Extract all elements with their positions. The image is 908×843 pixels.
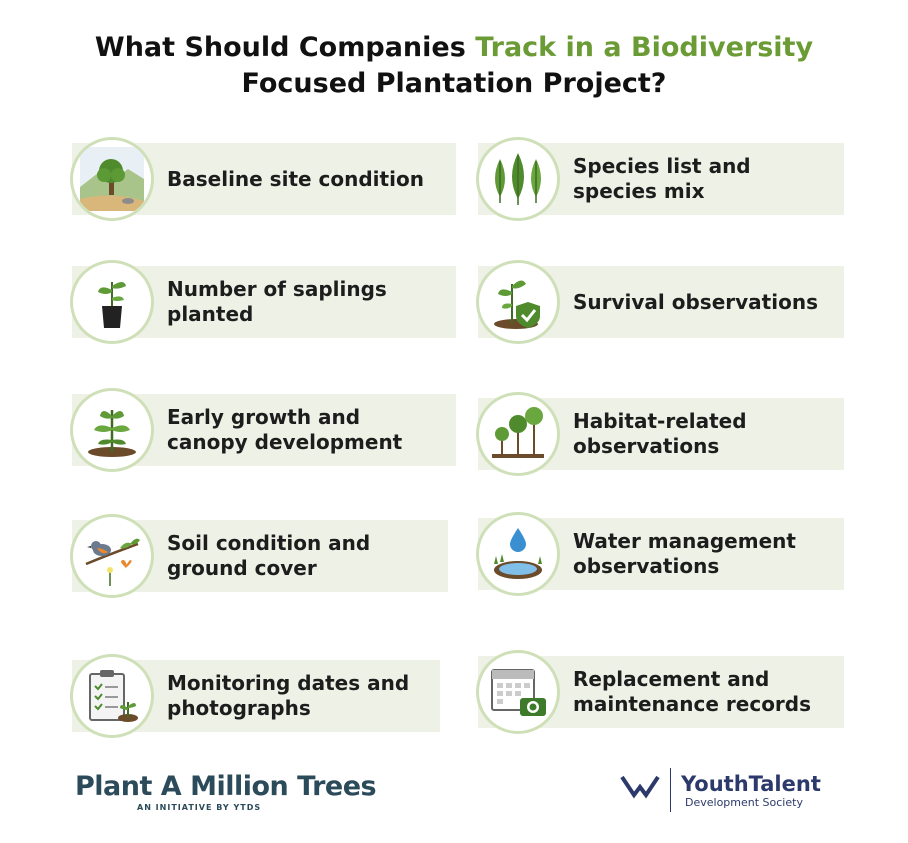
- title-accent: Track in a Biodiversity: [475, 32, 814, 63]
- young-trees-icon: [476, 392, 560, 476]
- item-early-growth: [72, 394, 456, 466]
- sapling-shield-check-icon: [476, 260, 560, 344]
- title-line2: Focused Plantation Project?: [241, 68, 667, 99]
- calendar-camera-icon: [476, 650, 560, 734]
- item-species-list: [478, 143, 844, 215]
- clipboard-checklist-icon: [70, 654, 154, 738]
- ytds-emblem-icon: [620, 773, 660, 807]
- youth-talent-logo: [620, 768, 821, 812]
- pam-subtitle: AN INITIATIVE BY YTDS: [137, 803, 262, 812]
- potted-sapling-icon: [70, 260, 154, 344]
- item-baseline-site: [72, 143, 456, 215]
- item-soil-condition: [72, 520, 448, 592]
- ytds-title: YouthTalent: [681, 771, 821, 796]
- item-habitat: [478, 398, 844, 470]
- item-survival: [478, 266, 844, 338]
- item-label: Species list and species mix: [573, 154, 751, 203]
- item-label: Early growth and canopy development: [167, 405, 403, 454]
- ytds-subtitle: Development Society: [685, 795, 803, 809]
- title-line1: What Should Companies: [94, 32, 476, 63]
- item-saplings-planted: [72, 266, 456, 338]
- landscape-tree-icon: [70, 137, 154, 221]
- three-leaves-icon: [476, 137, 560, 221]
- item-replacement-records: [478, 656, 844, 728]
- item-label: Soil condition and ground cover: [167, 531, 371, 580]
- item-monitoring-dates: [72, 660, 440, 732]
- item-label: Habitat-related observations: [573, 409, 747, 458]
- item-water-management: [478, 518, 844, 590]
- item-label: Survival observations: [573, 289, 818, 314]
- logo-divider: [670, 768, 671, 812]
- item-label: Water management observations: [573, 529, 796, 578]
- plant-a-million-trees-logo: [75, 772, 376, 812]
- item-label: Replacement and maintenance records: [573, 667, 812, 716]
- pam-title: Plant A Million Trees: [75, 771, 377, 802]
- bird-butterfly-icon: [70, 514, 154, 598]
- item-label: Number of saplings planted: [167, 277, 387, 326]
- page-title: [0, 30, 908, 102]
- growing-plant-icon: [70, 388, 154, 472]
- item-label: Baseline site condition: [167, 166, 424, 191]
- item-label: Monitoring dates and photographs: [167, 671, 410, 720]
- water-drop-pond-icon: [476, 512, 560, 596]
